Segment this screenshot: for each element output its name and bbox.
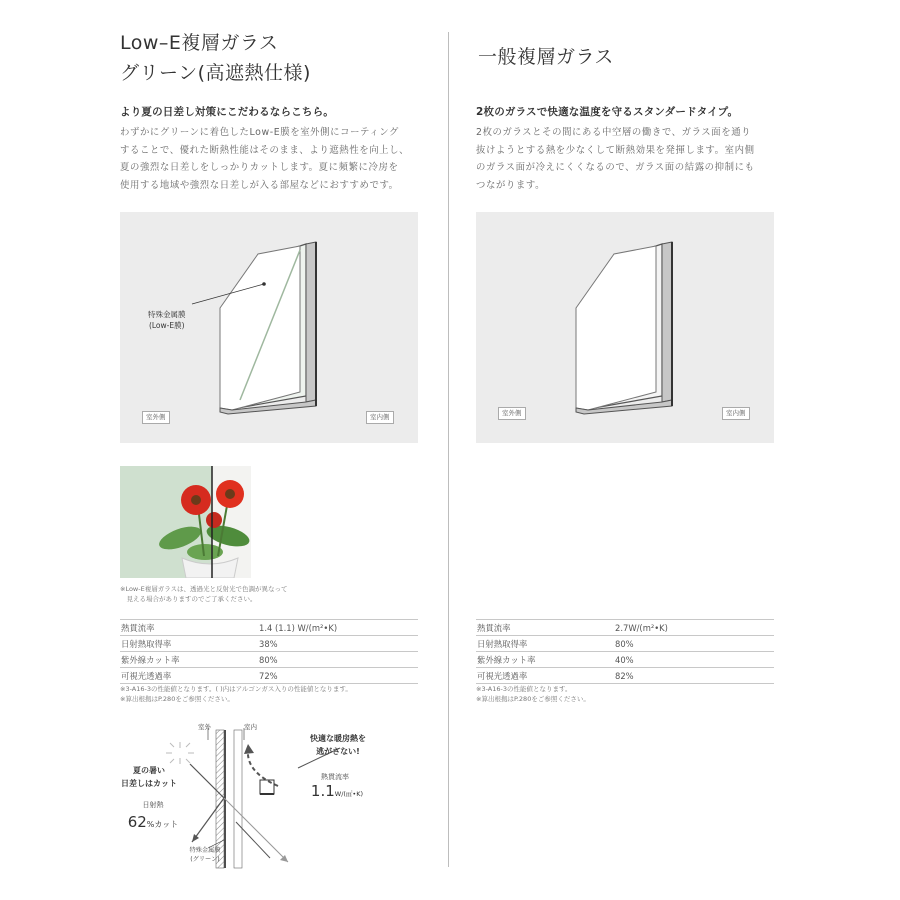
table-row: [476, 620, 774, 636]
spec-value: 80%: [615, 636, 774, 652]
right-desc-line: 2枚のガラスとその間にある中空層の働きで、ガラス面を通り: [476, 127, 752, 138]
indoor-tag: 室内側: [722, 407, 750, 420]
u-value-label: 熱貫流率: [321, 773, 349, 781]
heat-indoor-label: 室内: [244, 723, 257, 731]
right-desc-line: のガラス面が冷えにくくなるので、ガラス面の結露の抑制にも: [476, 162, 755, 173]
left-title-line2: グリーン(高遮熱仕様): [120, 62, 311, 84]
right-glass-diagram: [476, 212, 774, 443]
spec-note-line: ※算出根拠はP.280をご参照ください。: [476, 695, 590, 703]
spec-note-line: ※3-A16-3の性能値となります。( )内はアルゴンガス入りの性能値となります。: [120, 685, 352, 693]
sun-cut-caption: [112, 764, 186, 790]
heat-film-label: [170, 846, 240, 864]
spec-value: 82%: [615, 668, 774, 684]
left-glass-diagram: [120, 212, 418, 443]
left-desc-line: 使用する地域や強烈な日差しが入る部屋などにおすすめです。: [120, 179, 399, 191]
spec-note-line: ※算出根拠はP.280をご参照ください。: [120, 695, 234, 703]
left-desc-line: 夏の強烈な日差しをしっかりカットします。夏に頻繁に冷房を: [120, 162, 399, 173]
film-label: [148, 309, 186, 331]
spec-value: 38%: [259, 636, 418, 652]
spec-label: 日射熱取得率: [476, 636, 615, 652]
warm-line2: 逃がさない!: [316, 747, 360, 756]
spec-value: 1.4 (1.1) W/(m²•K): [259, 620, 418, 636]
solar-value-number: 62: [127, 813, 147, 831]
heat-film-line2: (グリーン): [190, 856, 220, 863]
table-row: [476, 652, 774, 668]
solar-heat-label: 日射熱: [142, 801, 164, 809]
column-divider: [448, 32, 449, 867]
film-label-line2: (Low-E膜): [148, 321, 185, 330]
photo-note: [120, 584, 288, 604]
table-row: [120, 668, 418, 684]
left-spec-table: [120, 619, 418, 684]
sun-cut-line1: 夏の暑い: [133, 766, 165, 775]
spec-label: 日射熱取得率: [120, 636, 259, 652]
spec-value: 40%: [615, 652, 774, 668]
left-description: [120, 124, 409, 194]
solar-value-unit: %カット: [146, 820, 179, 829]
right-description: [476, 124, 755, 194]
left-title: [120, 28, 311, 88]
u-value-unit: W/(㎡•K): [334, 790, 364, 798]
spec-value: 80%: [259, 652, 418, 668]
spec-value: 2.7W/(m²•K): [615, 620, 774, 636]
table-row: [476, 668, 774, 684]
indoor-tag: 室内側: [366, 411, 394, 424]
table-row: [476, 636, 774, 652]
film-label-line1: 特殊金属膜: [148, 310, 186, 319]
heat-diagram: [120, 722, 420, 872]
spec-label: 可視光透過率: [120, 668, 259, 684]
right-spec-table: [476, 619, 774, 684]
heat-outdoor-label: 室外: [198, 723, 211, 731]
warm-line1: 快適な暖房熱を: [310, 734, 366, 743]
right-title: 一般複層ガラス: [478, 46, 614, 68]
spec-label: 紫外線カット率: [120, 652, 259, 668]
spec-label: 紫外線カット率: [476, 652, 615, 668]
left-spec-notes: [120, 684, 352, 704]
right-desc-line: 抜けようとする熱を少なくして断熱効果を発揮します。室内側: [476, 144, 755, 156]
photo-note-line: 見える場合がありますのでご了承ください。: [120, 595, 257, 603]
right-desc-line: つながります。: [476, 179, 546, 191]
outdoor-tag: 室外側: [498, 407, 526, 420]
gerbera-illustration: [120, 466, 251, 578]
sun-cut-line2: 日差しはカット: [121, 779, 177, 788]
spec-label: 熱貫流率: [120, 620, 259, 636]
spec-label: 可視光透過率: [476, 668, 615, 684]
left-title-line1: Low–E複層ガラス: [120, 32, 279, 54]
left-desc-line: わずかにグリーンに着色したLow-E膜を室外側にコーティング: [120, 127, 400, 138]
spec-note-line: ※3-A16-3の性能値となります。: [476, 685, 572, 693]
photo-note-line: ※Low-E複層ガラスは、透過光と反射光で色調が異なって: [120, 585, 288, 593]
solar-heat-value: [120, 812, 186, 831]
table-row: [120, 652, 418, 668]
flower-photo: [120, 466, 251, 578]
spec-value: 72%: [259, 668, 418, 684]
right-lead: 2枚のガラスで快適な温度を守るスタンダードタイプ。: [476, 106, 739, 118]
heat-film-line1: 特殊金属膜: [189, 847, 221, 854]
u-value: [292, 781, 382, 800]
table-row: [120, 636, 418, 652]
u-value-number: 1.1: [310, 782, 335, 800]
left-lead: より夏の日差し対策にこだわるならこちら。: [120, 106, 334, 118]
outdoor-tag: 室外側: [142, 411, 170, 424]
warm-caption: [288, 732, 388, 758]
table-row: [120, 620, 418, 636]
right-spec-notes: [476, 684, 590, 704]
spec-label: 熱貫流率: [476, 620, 615, 636]
left-desc-line: することで、優れた断熱性能はそのまま、より遮熱性を向上し、: [120, 144, 410, 156]
